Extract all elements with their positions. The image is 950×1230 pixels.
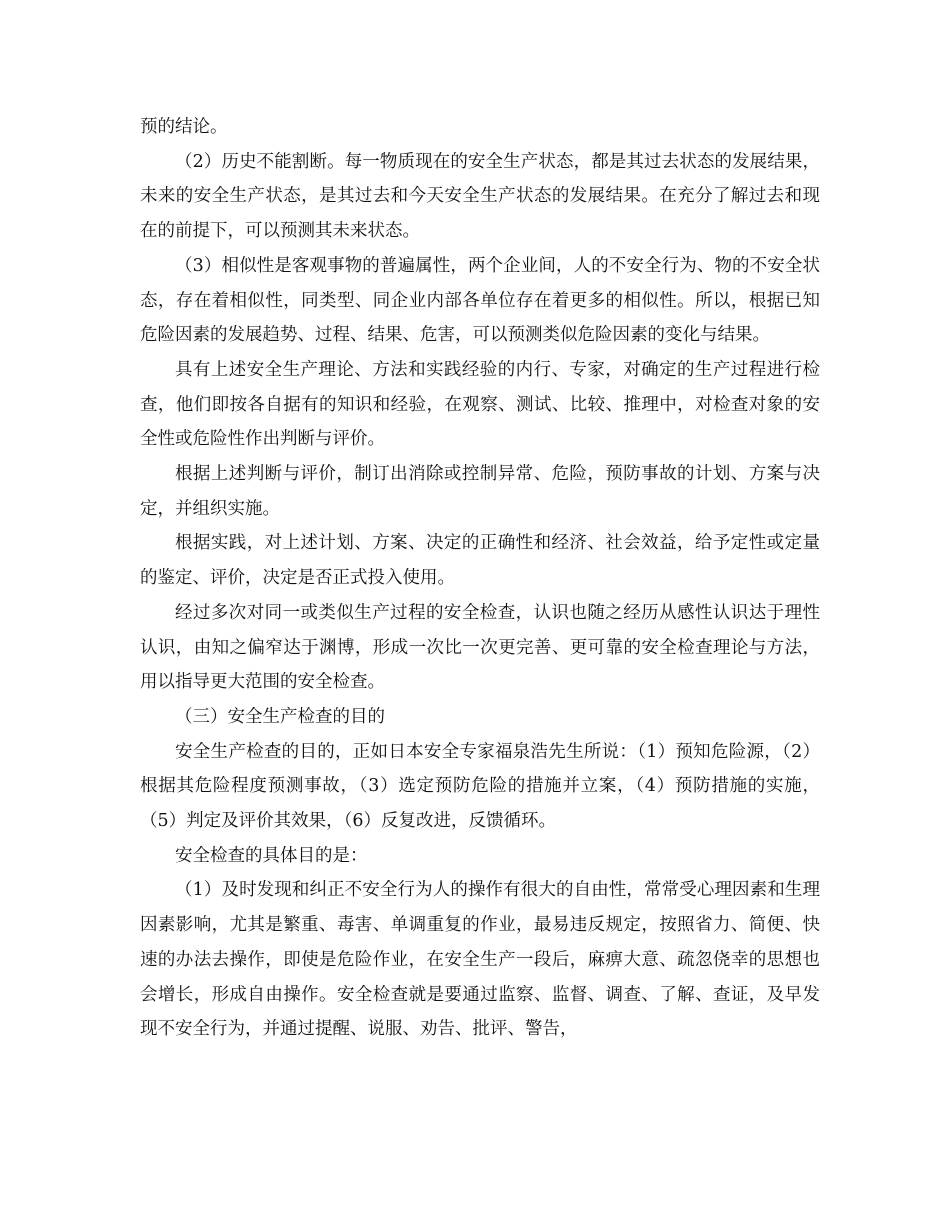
paragraph-repeated-inspection: 经过多次对同一或类似生产过程的安全检查，认识也随之经历从感性认识达于理性认识，由知之偏窄达于渊博，形成一次比一次更完善、更可靠的安全检查理论与方法，用以指导更大范围的安全检查。 <box>140 602 820 693</box>
document-body <box>140 110 820 1047</box>
paragraph-unsafe-behavior: （1）及时发现和纠正不安全行为人的操作有很大的自由性，常常受心理因素和生理因素影响，尤其是繁重、毒害、单调重复的作业，最易违反规定，按照省力、简便、快速的办法去操作，即使是危险作业，在安全生产一段后，麻痹大意、疏忽侥幸的思想也会增长，形成自由操作。安全检查就是要通过监察、监督、调查、了解、查证，及早发现不安全行为，并通过提醒、说服、劝告、批评、警告， <box>140 880 820 1040</box>
paragraph-similarity: （3）相似性是客观事物的普遍属性，两个企业间，人的不安全行为、物的不安全状态，存在着相似性，同类型、同企业内部各单位存在着更多的相似性。所以，根据已知危险因素的发展趋势、过程、结果、危害，可以预测类似危险因素的变化与结果。 <box>140 255 820 346</box>
paragraph-conclusion-tail: 预的结论。 <box>140 117 228 137</box>
paragraph-practice-evaluation: 根据实践，对上述计划、方案、决定的正确性和经济、社会效益，给予定性或定量的鉴定、评价，决定是否正式投入使用。 <box>140 533 820 589</box>
paragraph-specific-purpose-intro: 安全检查的具体目的是： <box>175 845 368 866</box>
paragraph-judgment-plan: 根据上述判断与评价，制订出消除或控制异常、危险，预防事故的计划、方案与决定，并组织实施。 <box>140 464 820 519</box>
section-heading-purpose: （三）安全生产检查的目的 <box>175 706 385 727</box>
paragraph-experts-inspection: 具有上述安全生产理论、方法和实践经验的内行、专家，对确定的生产过程进行检查，他们即按各自据有的知识和经验，在观察、测试、比较、推理中，对检查对象的安全性或危险性作出判断与评价。 <box>140 359 820 450</box>
paragraph-history-continuity: （2）历史不能割断。每一物质现在的安全生产状态，都是其过去状态的发展结果，未来的安全生产状态，是其过去和今天安全生产状态的发展结果。在充分了解过去和现在的前提下，可以预测其未来状态。 <box>140 151 820 242</box>
paragraph-purpose-list: 安全生产检查的目的，正如日本安全专家福泉浩先生所说：（1）预知危险源，（2）根据其危险程度预测事故，（3）选定预防危险的措施并立案，（4）预防措施的实施，（5）判定及评价其效果，（6）反复改进，反馈循环。 <box>140 741 820 832</box>
